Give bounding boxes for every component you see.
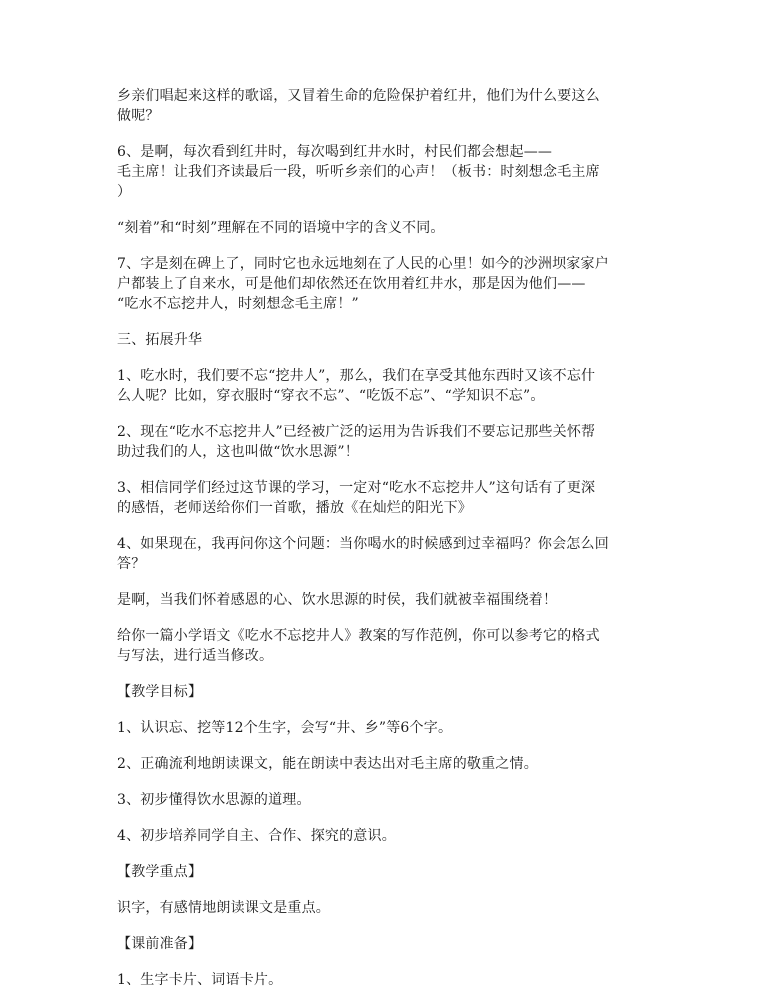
text-line: 识字，有感情地朗读课文是重点。 [117,900,330,916]
text-line: 3、初步懂得饮水思源的道理。 [117,792,311,808]
text-line: 乡亲们唱起来这样的歌谣，又冒着生命的危险保护着红井，他们为什么要这么 [117,88,600,104]
text-line: 的感悟，老师送给你们一首歌，播放《在灿烂的阳光下》 [117,500,472,516]
text-line: 1、吃水时，我们要不忘“挖井人”，那么，我们在享受其他东西时又该不忘什 [117,368,596,384]
text-line: 毛主席！让我们齐读最后一段，听听乡亲们的心声！（板书：时刻想念毛主席 [117,164,600,180]
preparation-item-1 [117,970,657,990]
text-line: 6、是啊，每次看到红井时，每次喝到红井水时，村民们都会想起—— [117,144,553,160]
heading-preparation [117,934,657,954]
paragraph-7 [117,422,657,462]
text-line: 1、生字卡片、词语卡片。 [117,972,283,988]
document-page [117,86,657,990]
focus-text [117,898,657,918]
goal-item-3 [117,790,657,810]
goal-item-4 [117,826,657,846]
heading-teaching-goals [117,682,657,702]
text-line: 【课前准备】 [117,936,203,952]
text-line: 答？ [117,556,146,572]
text-line: 2、正确流利地朗读课文，能在朗读中表达出对毛主席的敬重之情。 [117,756,538,772]
text-line: 么人呢？比如，穿衣服时“穿衣不忘”、“吃饭不忘”、“学知识不忘”。 [117,388,545,404]
goal-item-2 [117,754,657,774]
heading-teaching-focus [117,862,657,882]
paragraph-10 [117,590,657,610]
paragraph-2 [117,142,657,202]
paragraph-8 [117,478,657,518]
text-line: 2、现在“吃水不忘挖井人”已经被广泛的运用为告诉我们不要忘记那些关怀帮 [117,424,596,440]
text-line: 给你一篇小学语文《吃水不忘挖井人》教案的写作范例，你可以参考它的格式 [117,628,600,644]
text-line: 户都装上了自来水，可是他们却依然还在饮用着红井水，那是因为他们—— [117,276,586,292]
text-line: ） [117,184,132,200]
text-line: 是啊，当我们怀着感恩的心、饮水思源的时侯，我们就被幸福围绕着！ [117,592,558,608]
text-line: 三、拓展升华 [117,332,203,348]
text-line: 4、如果现在，我再问你这个问题：当你喝水的时候感到过幸福吗？你会怎么回 [117,536,609,552]
text-line: 与写法，进行适当修改。 [117,648,274,664]
text-line: 1、认识忘、挖等12个生字，会写“井、乡”等6个字。 [117,720,453,736]
paragraph-4 [117,254,657,314]
paragraph-6 [117,366,657,406]
paragraph-3 [117,218,657,238]
text-line: 助过我们的人，这也叫做“饮水思源”！ [117,444,359,460]
goal-item-1 [117,718,657,738]
text-line: 3、相信同学们经过这节课的学习，一定对“吃水不忘挖井人”这句话有了更深 [117,480,596,496]
text-line: 做呢？ [117,108,160,124]
section-heading [117,330,657,350]
paragraph-1 [117,86,657,126]
text-line: 7、字是刻在碑上了，同时它也永远地刻在了人民的心里！如今的沙洲坝家家户 [117,256,609,272]
text-line: “吃水不忘挖井人，时刻想念毛主席！” [117,296,359,312]
text-line: 【教学目标】 [117,684,203,700]
text-line: “刻着”和“时刻”理解在不同的语境中字的含义不同。 [117,220,445,236]
text-line: 【教学重点】 [117,864,203,880]
text-line: 4、初步培养同学自主、合作、探究的意识。 [117,828,396,844]
paragraph-11 [117,626,657,666]
paragraph-9 [117,534,657,574]
